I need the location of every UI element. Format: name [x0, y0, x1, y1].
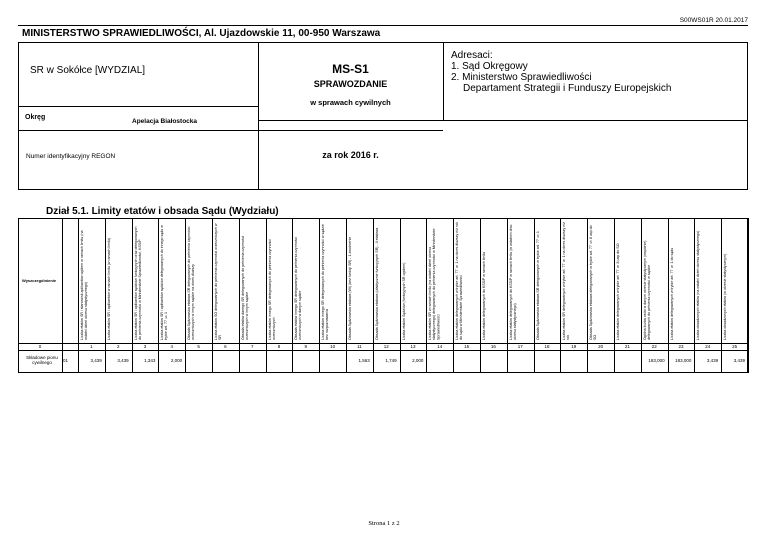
column-header: Liczba etatów SR delegowanych w trybie art. 77 § 1 na okres dłuższy niż rok — [562, 222, 571, 340]
col-number: 11 — [357, 344, 362, 349]
col-number: 14 — [437, 344, 443, 349]
addressee-block — [451, 50, 671, 94]
addressee-title: Adresaci: — [451, 50, 493, 61]
cell-value: 3,439 — [733, 358, 745, 363]
column-header: Liczba etatów SR i aplikantów sędziów funkcyjnych oraz delegowanych do pełnienia czynności w Ministerstwie Sprawiedliwości, KSSiP — [133, 226, 142, 340]
column-header: Obsada Sędziowska etatowa delegowanych w trybie art. 77 § 8 usp do SO — [589, 225, 598, 340]
col-number: 22 — [651, 344, 657, 349]
column-header: Obsada Sędziowska etatowa SR delegowanych do pełnienia czynności orzeczniczych w innym sądzie na okres dłuższy — [187, 226, 196, 340]
column-header: Liczba etatów SR i aplikantów sędziów delegowanych do innego sądu w trybie art. 77 § 1 — [160, 225, 169, 340]
col-number: 5 — [197, 344, 200, 349]
col-number: 25 — [732, 344, 738, 349]
cell-value: 2,000 — [412, 358, 424, 363]
column-header: Liczba etatów SO delegowanych do pełnienia czynności orzeczniczych w SR — [214, 223, 223, 340]
cell-value: 1,343 — [144, 358, 156, 363]
column-header: Obsada Sędziowska etatowa SR delegowanych w trybie art. 77 § 1 — [535, 231, 540, 340]
col-number: 18 — [544, 344, 550, 349]
col-number: 19 — [571, 344, 577, 349]
row-header-label: Wyszczególnienie — [22, 278, 57, 283]
form-id: MS-S1 — [332, 62, 369, 76]
cell-value: 2,000 — [170, 358, 183, 363]
regon-label: Numer identyfikacyjny REGON — [26, 153, 116, 160]
top-rule — [18, 25, 748, 26]
col-number: 7 — [250, 344, 254, 349]
column-header: Obsada Sędziowska etatowa (ufaktycznie funkcyjnych SR) - II etatowa — [374, 227, 379, 340]
column-header: Obsada etatów danego SR delegowanych do pełnienia czynności orzeczniczych w innym sądzie — [240, 235, 249, 340]
col-number: 1 — [90, 344, 93, 349]
col-number: 24 — [705, 344, 711, 349]
col-number: 17 — [517, 344, 523, 349]
column-header: Ogólna liczba osób w danym okresie statystycznym (wspólnie) delegowanych do pełnienia czynności w sądzie — [642, 240, 651, 340]
col-number: 21 — [624, 344, 630, 349]
col-number: 12 — [383, 344, 389, 349]
col-number: 9 — [304, 344, 308, 349]
column-header: Obsada Sędziowska etatowa (Wł) (bez funkcji SR) - 1 zwolnienie — [348, 236, 352, 340]
col-number: 13 — [410, 344, 416, 349]
column-header: Liczba etatów innego SR delegowanych do pełnienia czynności orzeczniczych — [267, 239, 276, 340]
apelacja-label: Apelacja Białostocka — [132, 118, 198, 125]
court-name: SR w Sokółce [WYDZIAL] — [30, 65, 146, 76]
cell-value: 183,000 — [648, 358, 665, 363]
column-header: Obsada etatów innego SR delegowanych do pełnienia czynności orzeczniczych w danym sądzie — [294, 236, 303, 340]
row-code: 01 — [63, 358, 69, 363]
col-number: 16 — [490, 344, 496, 349]
row-label: Składowe pionu cywilnego — [26, 355, 58, 365]
cell-value: 3,439 — [706, 358, 719, 363]
column-header: Liczba etatów delegowanych do KSSiP w ramach limitu — [482, 251, 486, 340]
form-code: S00WS01R 20.01.2017 — [679, 17, 748, 24]
col-number: 15 — [464, 344, 470, 349]
section-title: Dział 5.1. Limity etatów i obsada Sądu (Wydziału) — [46, 206, 279, 217]
col-number: 20 — [598, 344, 604, 349]
addressee-line1: 1. Sąd Okręgowy — [451, 61, 528, 72]
column-header: Liczba etatów delegowanych w trybie art. 77 § 1 na okres dłuższy niż rok do sądu w Ministerstwie Sprawiedliwości — [455, 222, 464, 340]
ministry-title: MINISTERSTWO SPRAWIEDLIWOŚCI, Al. Ujazdowskie 11, 00-950 Warszawa — [22, 28, 381, 39]
column-header: Liczba obsadzonych etatów (na ostatni dzień okresu statystycznego) — [696, 230, 701, 340]
column-header: Liczba etatów innego SR delegowanych do pełnienia czynności w sądzie bez rozpoznawania — [321, 224, 330, 340]
addressee-line2: 2. Ministerstwo Sprawiedliwości — [451, 72, 592, 83]
col-number: 8 — [277, 344, 281, 349]
col-number: 3 — [143, 344, 147, 349]
cell-value: 3,439 — [117, 358, 129, 363]
column-header: Liczba etatów delegowanych do KSSiP w ramach limitu (w ostatnim dniu okresu statystycznego) — [508, 224, 517, 340]
column-header: Liczba etatów Sędziów (funkcyjnych SR ogółem) — [401, 262, 406, 340]
addressee-line3: Departament Strategii i Funduszy Europejskich — [463, 83, 672, 94]
cell-value: 1,749 — [385, 358, 397, 363]
report-title: SPRAWOZDANIE — [313, 79, 388, 89]
column-header: Liczba etatów SR w ramach limitu (na ostatni dzień okresu statystycznego) delegowanych do pełnienia czynności w Ministerstwie Sprawiedliwości — [428, 228, 441, 340]
col-number: 10 — [330, 344, 336, 349]
col-number: 2 — [116, 344, 120, 349]
col-number: 0 — [38, 344, 42, 349]
col-number: 23 — [678, 344, 684, 349]
column-header: Liczba etatów SR i aplikantów w ramach limitu (w ramach limitu) — [106, 237, 111, 340]
column-header: Liczba etatów delegowanych w trybie art. 77 § 8 usp do SO — [616, 243, 620, 340]
report-subtitle: w sprawach cywilnych — [310, 98, 391, 107]
column-header: Liczba etatów SR i stanowisk aplikantów ogółem w ramach limitu (na ostatni dzień okresu statystycznego) — [80, 230, 89, 340]
page-footer: Strona 1 z 2 — [368, 520, 400, 527]
col-number: 4 — [170, 344, 174, 349]
cell-value: 1,563 — [358, 358, 370, 363]
okreg-label: Okręg — [25, 114, 46, 121]
column-header: Liczba etatów delegowanych w trybie art. 77 § 1 do sądu — [669, 247, 674, 340]
cell-value: 183,000 — [675, 358, 692, 363]
cell-value: 3,439 — [90, 358, 102, 363]
column-header: Liczba obsadzonych etatów (w okresie statystycznym) — [723, 253, 728, 340]
report-year: za rok 2016 r. — [322, 150, 379, 160]
col-number: 6 — [224, 344, 227, 349]
